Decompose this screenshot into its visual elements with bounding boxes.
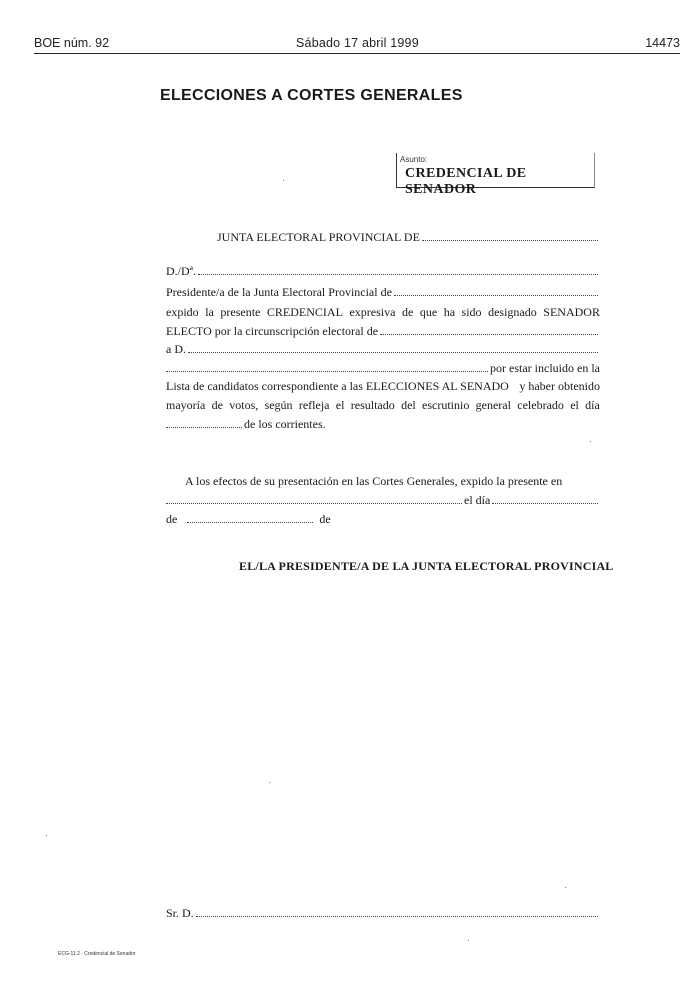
scan-speck bbox=[590, 441, 591, 442]
expido-word: ha bbox=[443, 305, 456, 319]
haber-label: y haber obtenido bbox=[519, 379, 600, 393]
mayoria-word: de bbox=[211, 398, 223, 412]
document-title: ELECCIONES A CORTES GENERALES bbox=[160, 87, 463, 104]
electo-fill bbox=[380, 333, 598, 335]
mayoria-word: el bbox=[335, 398, 345, 412]
mayoria-word: del bbox=[401, 398, 416, 412]
el-dia-label: el día bbox=[464, 493, 491, 507]
scan-speck bbox=[565, 887, 566, 888]
a-d-fill bbox=[188, 351, 598, 353]
expido-word: CREDENCIAL bbox=[266, 305, 343, 319]
sr-d-label: Sr. D. bbox=[166, 906, 194, 920]
mayoria-word: según bbox=[264, 398, 293, 412]
form-code: ECG-11.2 · Credencial de Senador bbox=[58, 951, 136, 957]
expido-word: de bbox=[401, 305, 414, 319]
junta-label: JUNTA ELECTORAL PROVINCIAL DE bbox=[217, 230, 420, 244]
mayoria-word: refleja bbox=[298, 398, 330, 412]
mayoria-line bbox=[166, 397, 600, 413]
asunto-box bbox=[396, 153, 595, 197]
mayoria-word: mayoría bbox=[166, 398, 206, 412]
header-left: BOE núm. 92 bbox=[34, 36, 110, 50]
scan-speck bbox=[269, 782, 270, 783]
por-estar-label: por estar incluido en la bbox=[490, 361, 600, 375]
mes-fill bbox=[187, 521, 313, 523]
de-line bbox=[166, 511, 331, 527]
presidente-line bbox=[166, 284, 600, 300]
expido-word: expido bbox=[166, 305, 199, 319]
corrientes-fill bbox=[166, 426, 242, 428]
signature-title: EL/LA PRESIDENTE/A DE LA JUNTA ELECTORAL PROVINCIAL bbox=[239, 559, 614, 573]
de-label-2: de bbox=[319, 512, 331, 526]
header-page-number: 14473 bbox=[645, 36, 680, 50]
asunto-value: CREDENCIAL DE SENADOR bbox=[405, 166, 527, 197]
dia-fill bbox=[492, 502, 598, 504]
expido-word: la bbox=[205, 305, 214, 319]
mayoria-word: día bbox=[585, 398, 600, 412]
presidente-fill bbox=[394, 294, 598, 296]
de-label-1: de bbox=[166, 512, 178, 526]
mayoria-word: el bbox=[570, 398, 579, 412]
dd-label: D./Dª. bbox=[166, 264, 196, 278]
por-estar-line bbox=[166, 360, 600, 376]
lista-line bbox=[166, 378, 600, 394]
expido-word: expresiva bbox=[349, 305, 396, 319]
mayoria-word: escrutinio bbox=[422, 398, 470, 412]
corrientes-label: de los corrientes. bbox=[244, 417, 326, 431]
scan-speck bbox=[46, 835, 47, 836]
scan-speck bbox=[283, 180, 284, 181]
expido-word: sido bbox=[461, 305, 482, 319]
dd-line bbox=[166, 263, 600, 279]
lista-label: Lista de candidatos correspondiente a las ELECCIONES AL SENADO bbox=[166, 379, 509, 393]
sr-d-line bbox=[166, 906, 600, 921]
lugar-fill bbox=[166, 502, 462, 504]
expido-word: presente bbox=[220, 305, 261, 319]
junta-fill bbox=[422, 239, 598, 241]
efectos-line bbox=[185, 473, 600, 489]
expido-word: SENADOR bbox=[543, 305, 600, 319]
mayoria-word: celebrado bbox=[517, 398, 564, 412]
expido-word: designado bbox=[488, 305, 537, 319]
mayoria-word: resultado bbox=[350, 398, 395, 412]
el-dia-line bbox=[166, 492, 600, 508]
electo-line bbox=[166, 323, 600, 339]
header-rule bbox=[34, 53, 680, 54]
expido-word: que bbox=[419, 305, 438, 319]
mayoria-word: votos, bbox=[229, 398, 259, 412]
a-d-line bbox=[166, 341, 600, 357]
efectos-label: A los efectos de su presentación en las Cortes Generales, expido la presente en bbox=[185, 474, 563, 488]
asunto-label: Asunto: bbox=[400, 155, 428, 164]
electo-label: ELECTO por la circunscripción electoral de bbox=[166, 324, 379, 338]
corrientes-line bbox=[166, 416, 326, 432]
scan-speck bbox=[468, 940, 469, 941]
header-date: Sábado 17 abril 1999 bbox=[296, 36, 419, 50]
a-d-label: a D. bbox=[166, 342, 186, 356]
dd-fill bbox=[198, 273, 598, 275]
por-estar-fill bbox=[166, 370, 488, 372]
expido-line bbox=[166, 304, 600, 320]
mayoria-word: general bbox=[475, 398, 511, 412]
junta-line bbox=[217, 230, 600, 245]
sr-d-fill bbox=[196, 915, 598, 917]
presidente-label: Presidente/a de la Junta Electoral Provincial de bbox=[166, 285, 392, 299]
